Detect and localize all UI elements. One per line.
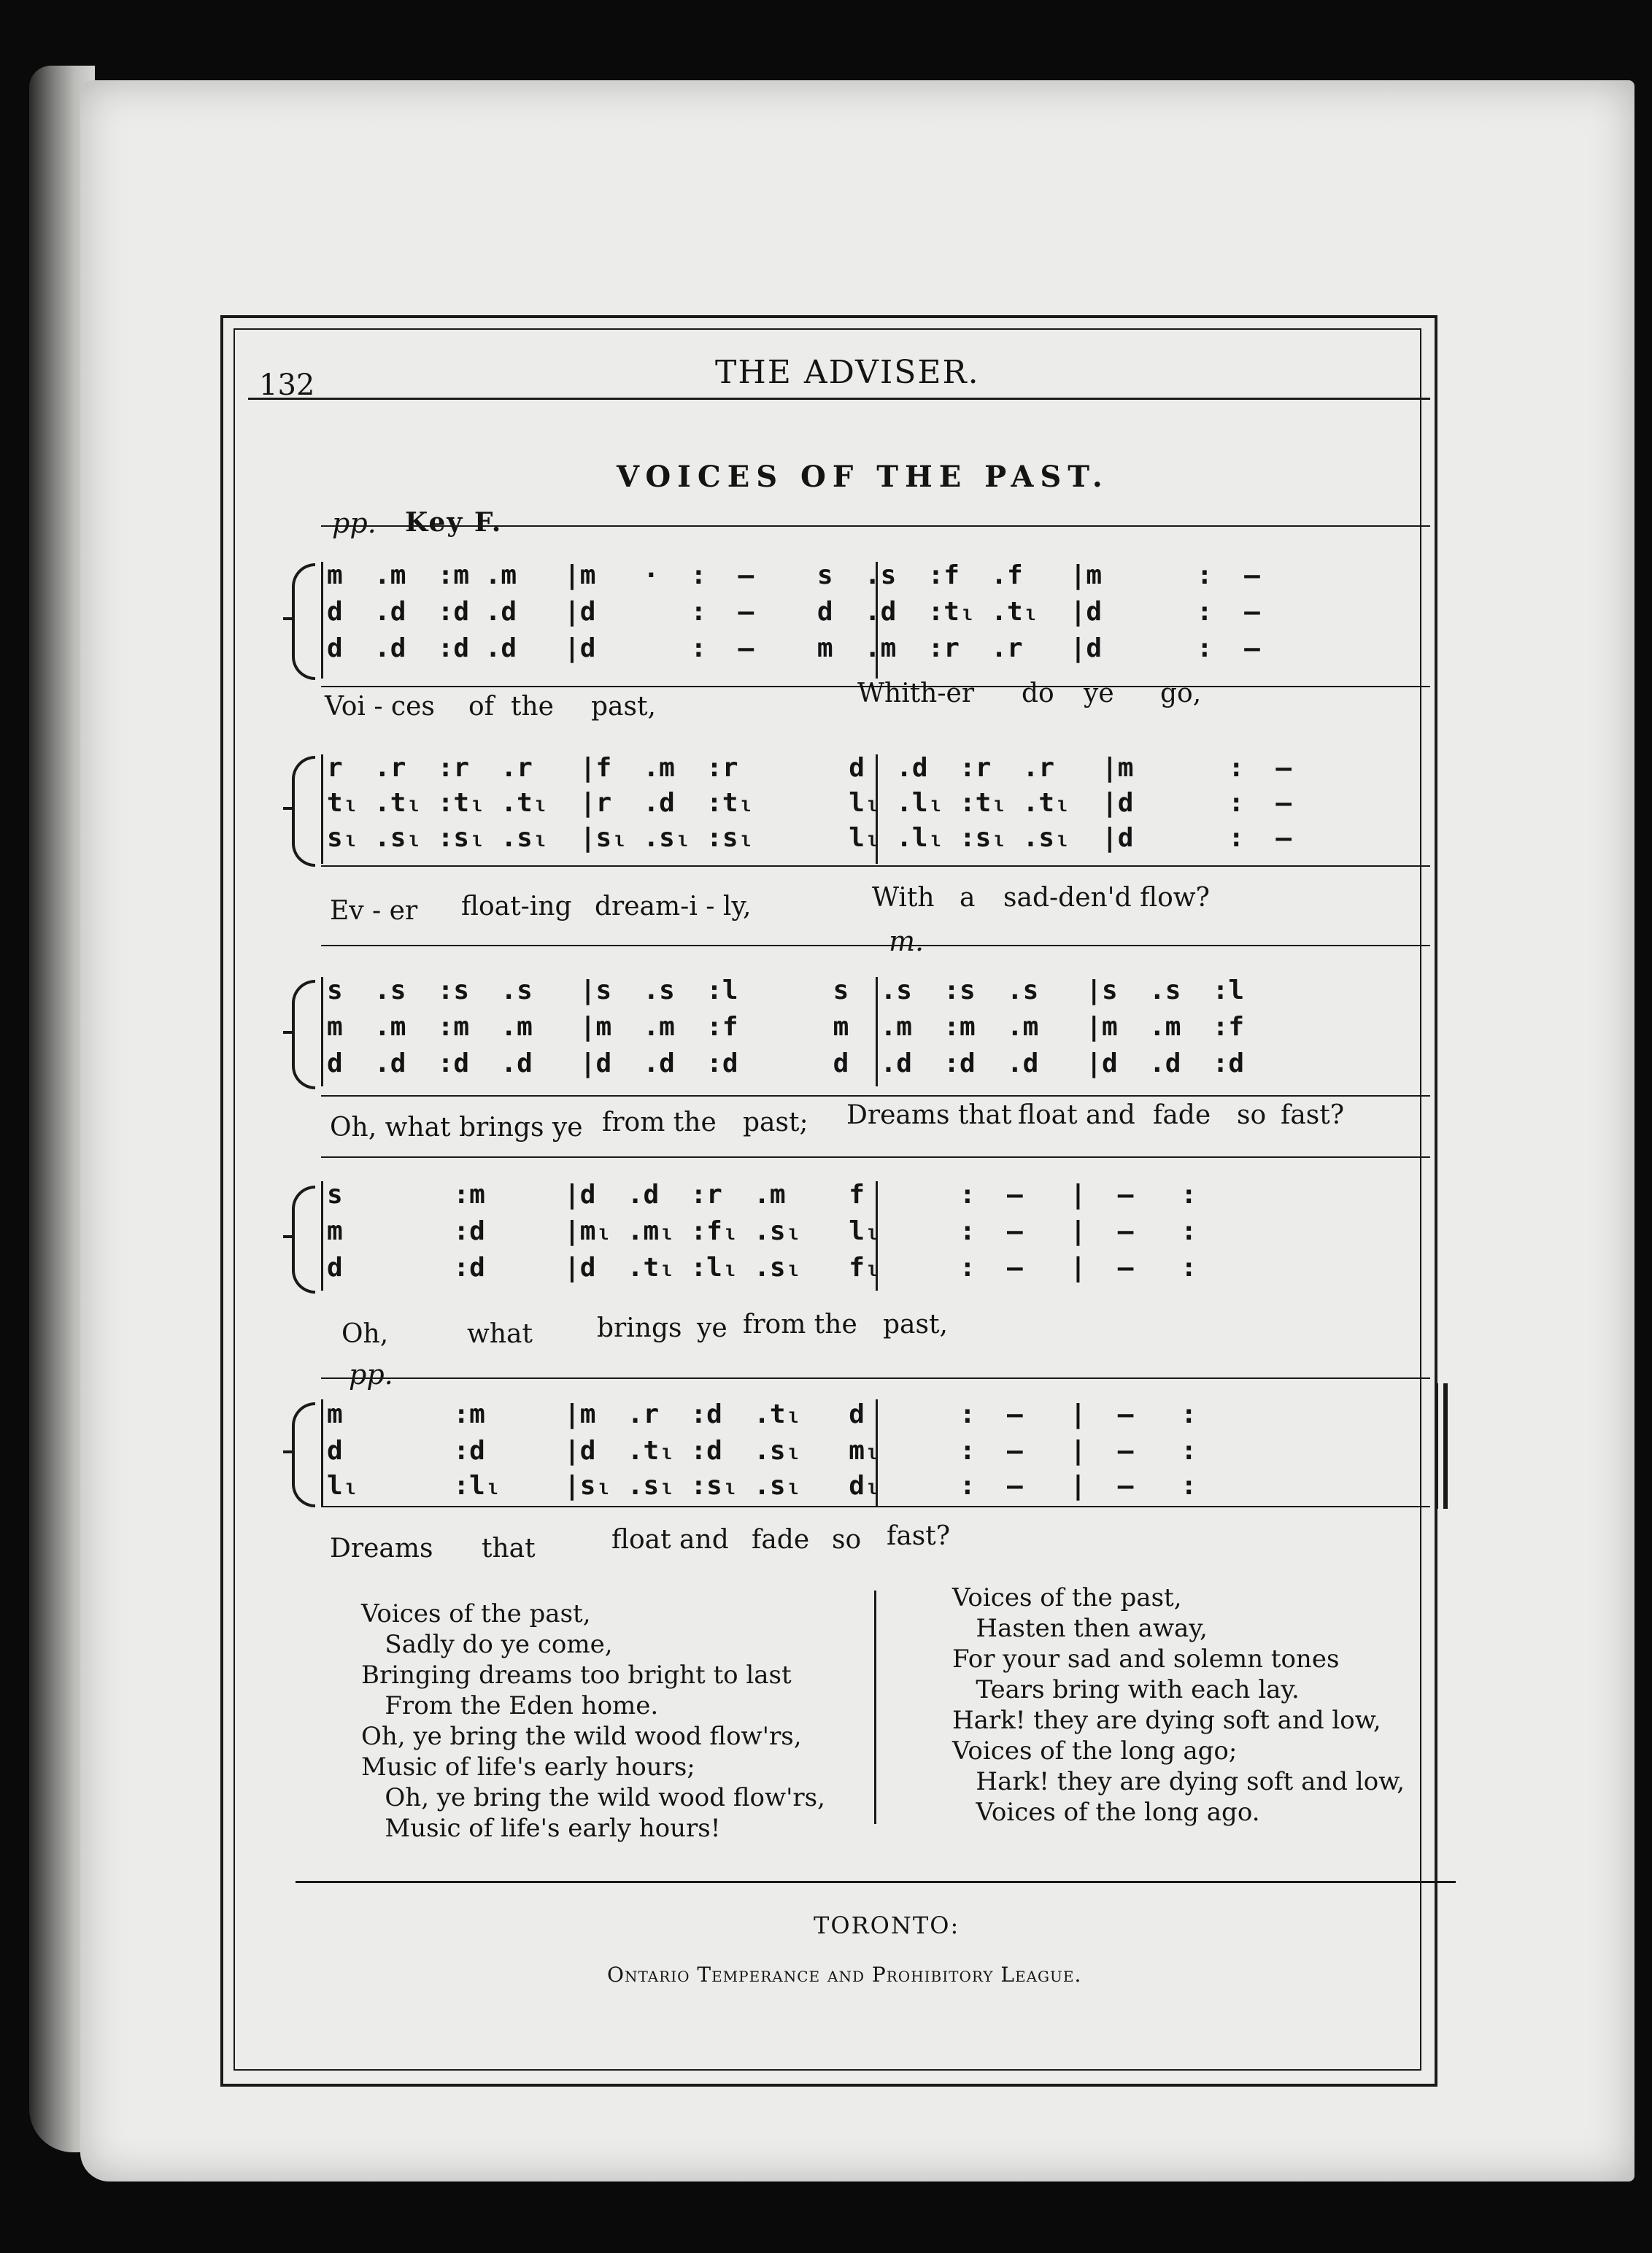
lyric: float and: [1018, 1100, 1135, 1130]
lyric: Dreams: [330, 1534, 433, 1564]
bass-notes: d :d |d .tₗ :lₗ .sₗ fₗ : — | — :: [327, 1253, 1197, 1283]
brace-tip: [283, 807, 293, 810]
brace-tip: [283, 1031, 293, 1034]
lyric: from the: [602, 1108, 717, 1137]
music-system-3: [292, 945, 1430, 1113]
verse-line: Voices of the long ago.: [952, 1798, 1260, 1827]
brace: [292, 1186, 315, 1294]
lyric: the: [511, 692, 554, 722]
lyric: past;: [743, 1108, 808, 1137]
music-system-4: [292, 1156, 1430, 1302]
dynamic-marking: pp.: [349, 1359, 393, 1391]
soprano-notes: s .s :s .s |s .s :l s .s :s .s |s .s :l: [327, 975, 1245, 1005]
lyric: dream-i - ly,: [595, 892, 752, 921]
imprint-publisher: Ontario Temperance and Prohibitory League.: [607, 1963, 1082, 1987]
verse-line: Music of life's early hours!: [361, 1814, 721, 1843]
verse-line: Hark! they are dying soft and low,: [952, 1767, 1405, 1796]
music-system-1: [292, 525, 1430, 700]
verse-line: Oh, ye bring the wild wood flow'rs,: [361, 1722, 802, 1751]
verse-line: Voices of the past,: [361, 1599, 591, 1628]
bass-notes: d .d :d .d |d : — m .m :r .r |d : —: [327, 633, 1260, 663]
lyric: so: [1237, 1100, 1267, 1130]
imprint-city: TORONTO:: [814, 1912, 960, 1939]
lyric: past,: [591, 692, 656, 722]
alto-notes: d .d :d .d |d : — d .d :tₗ .tₗ |d : —: [327, 597, 1260, 627]
lyric: Voi - ces: [325, 692, 435, 722]
verse-line: Bringing dreams too bright to last: [361, 1661, 792, 1690]
alto-notes: m :d |mₗ .mₗ :fₗ .sₗ lₗ : — | — :: [327, 1216, 1197, 1246]
soprano-notes: s :m |d .d :r .m f : — | — :: [327, 1180, 1197, 1210]
page-number: 132: [259, 368, 315, 402]
music-system-5: [292, 1377, 1430, 1509]
lyric: fast?: [1281, 1100, 1345, 1130]
verse-line: For your sad and solemn tones: [952, 1645, 1340, 1674]
lyric: go,: [1160, 679, 1202, 708]
brace: [292, 756, 315, 867]
final-bar-line: [1436, 1383, 1438, 1509]
dynamic-marking: pp.: [332, 507, 377, 539]
brace-tip: [283, 617, 293, 620]
lyric: float-ing: [461, 892, 572, 921]
lyric: Oh, what brings ye: [330, 1113, 583, 1143]
lyric: Ev - er: [330, 896, 418, 926]
verse-line: Tears bring with each lay.: [952, 1675, 1300, 1704]
alto-notes: tₗ .tₗ :tₗ .tₗ |r .d :tₗ lₗ .lₗ :tₗ .tₗ |d : —: [327, 788, 1292, 818]
dynamic-marking: m.: [889, 925, 925, 957]
alto-notes: d :d |d .tₗ :d .sₗ mₗ : — | — :: [327, 1436, 1197, 1466]
bass-notes: sₗ .sₗ :sₗ .sₗ |sₗ .sₗ :sₗ lₗ .lₗ :sₗ .sₗ |d : —: [327, 823, 1292, 853]
staff-line-bottom: [321, 1506, 1430, 1507]
brace: [292, 563, 315, 680]
lyric: of: [468, 692, 494, 722]
lyric: Dreams that: [846, 1100, 1012, 1130]
lyric: ye: [697, 1313, 727, 1343]
brace: [292, 980, 315, 1089]
staff-line-bottom: [321, 1095, 1430, 1097]
lyric: so: [832, 1525, 862, 1555]
running-title: THE ADVISER.: [715, 354, 980, 391]
bar-line: [321, 562, 323, 679]
soprano-notes: m :m |m .r :d .tₗ d : — | — :: [327, 1399, 1197, 1429]
song-title: VOICES OF THE PAST.: [617, 460, 1109, 494]
lyric: that: [482, 1534, 536, 1564]
lyric: do: [1022, 679, 1054, 708]
lyric: With: [872, 883, 935, 913]
lyric: Oh,: [341, 1319, 389, 1349]
lyric: a: [960, 883, 976, 913]
lyric: what: [467, 1319, 533, 1349]
staff-line-top: [321, 1156, 1430, 1158]
verse-line: Oh, ye bring the wild wood flow'rs,: [361, 1783, 825, 1812]
staff-line-top: [321, 525, 1430, 527]
lyric: brings: [597, 1313, 682, 1343]
verse-divider: [874, 1591, 876, 1824]
bass-notes: d .d :d .d |d .d :d d .d :d .d |d .d :d: [327, 1048, 1245, 1078]
bar-line: [321, 977, 323, 1086]
verse-line: Hark! they are dying soft and low,: [952, 1706, 1381, 1735]
lyric: past,: [883, 1310, 948, 1340]
final-bar-line-thick: [1443, 1383, 1448, 1509]
bar-line: [321, 754, 323, 864]
brace-tip: [283, 1235, 293, 1238]
lyric: fast?: [887, 1521, 951, 1551]
staff-line-bottom: [321, 865, 1430, 867]
brace: [292, 1402, 315, 1507]
lyric: from the: [743, 1310, 857, 1340]
lyric: Whith-er: [857, 679, 975, 708]
verse-line: Voices of the past,: [952, 1583, 1182, 1612]
footer-rule: [296, 1881, 1456, 1883]
verse-line: From the Eden home.: [361, 1691, 659, 1720]
verse-line: Sadly do ye come,: [361, 1630, 613, 1659]
verse-line: Hasten then away,: [952, 1614, 1208, 1643]
lyric: fade: [1153, 1100, 1211, 1130]
music-system-2: [292, 730, 1430, 868]
bar-line: [321, 1399, 323, 1506]
staff-line-top: [321, 1377, 1430, 1379]
brace-tip: [283, 1450, 293, 1453]
lyric: float and: [611, 1525, 729, 1555]
alto-notes: m .m :m .m |m .m :f m .m :m .m |m .m :f: [327, 1012, 1245, 1042]
soprano-notes: r .r :r .r |f .m :r d .d :r .r |m : —: [327, 753, 1292, 783]
bar-line: [321, 1181, 323, 1291]
header-rule: [248, 398, 1430, 400]
lyric: fade: [752, 1525, 810, 1555]
bass-notes: lₗ :lₗ |sₗ .sₗ :sₗ .sₗ dₗ : — | — :: [327, 1471, 1197, 1501]
verse-line: Music of life's early hours;: [361, 1752, 695, 1782]
key-signature: Key F.: [405, 507, 503, 538]
staff-line-top: [321, 945, 1430, 946]
lyric: ye: [1084, 679, 1114, 708]
soprano-notes: m .m :m .m |m · : — s .s :f .f |m : —: [327, 560, 1260, 590]
verse-line: Voices of the long ago;: [952, 1736, 1238, 1766]
lyric: sad-den'd flow?: [1003, 883, 1210, 913]
